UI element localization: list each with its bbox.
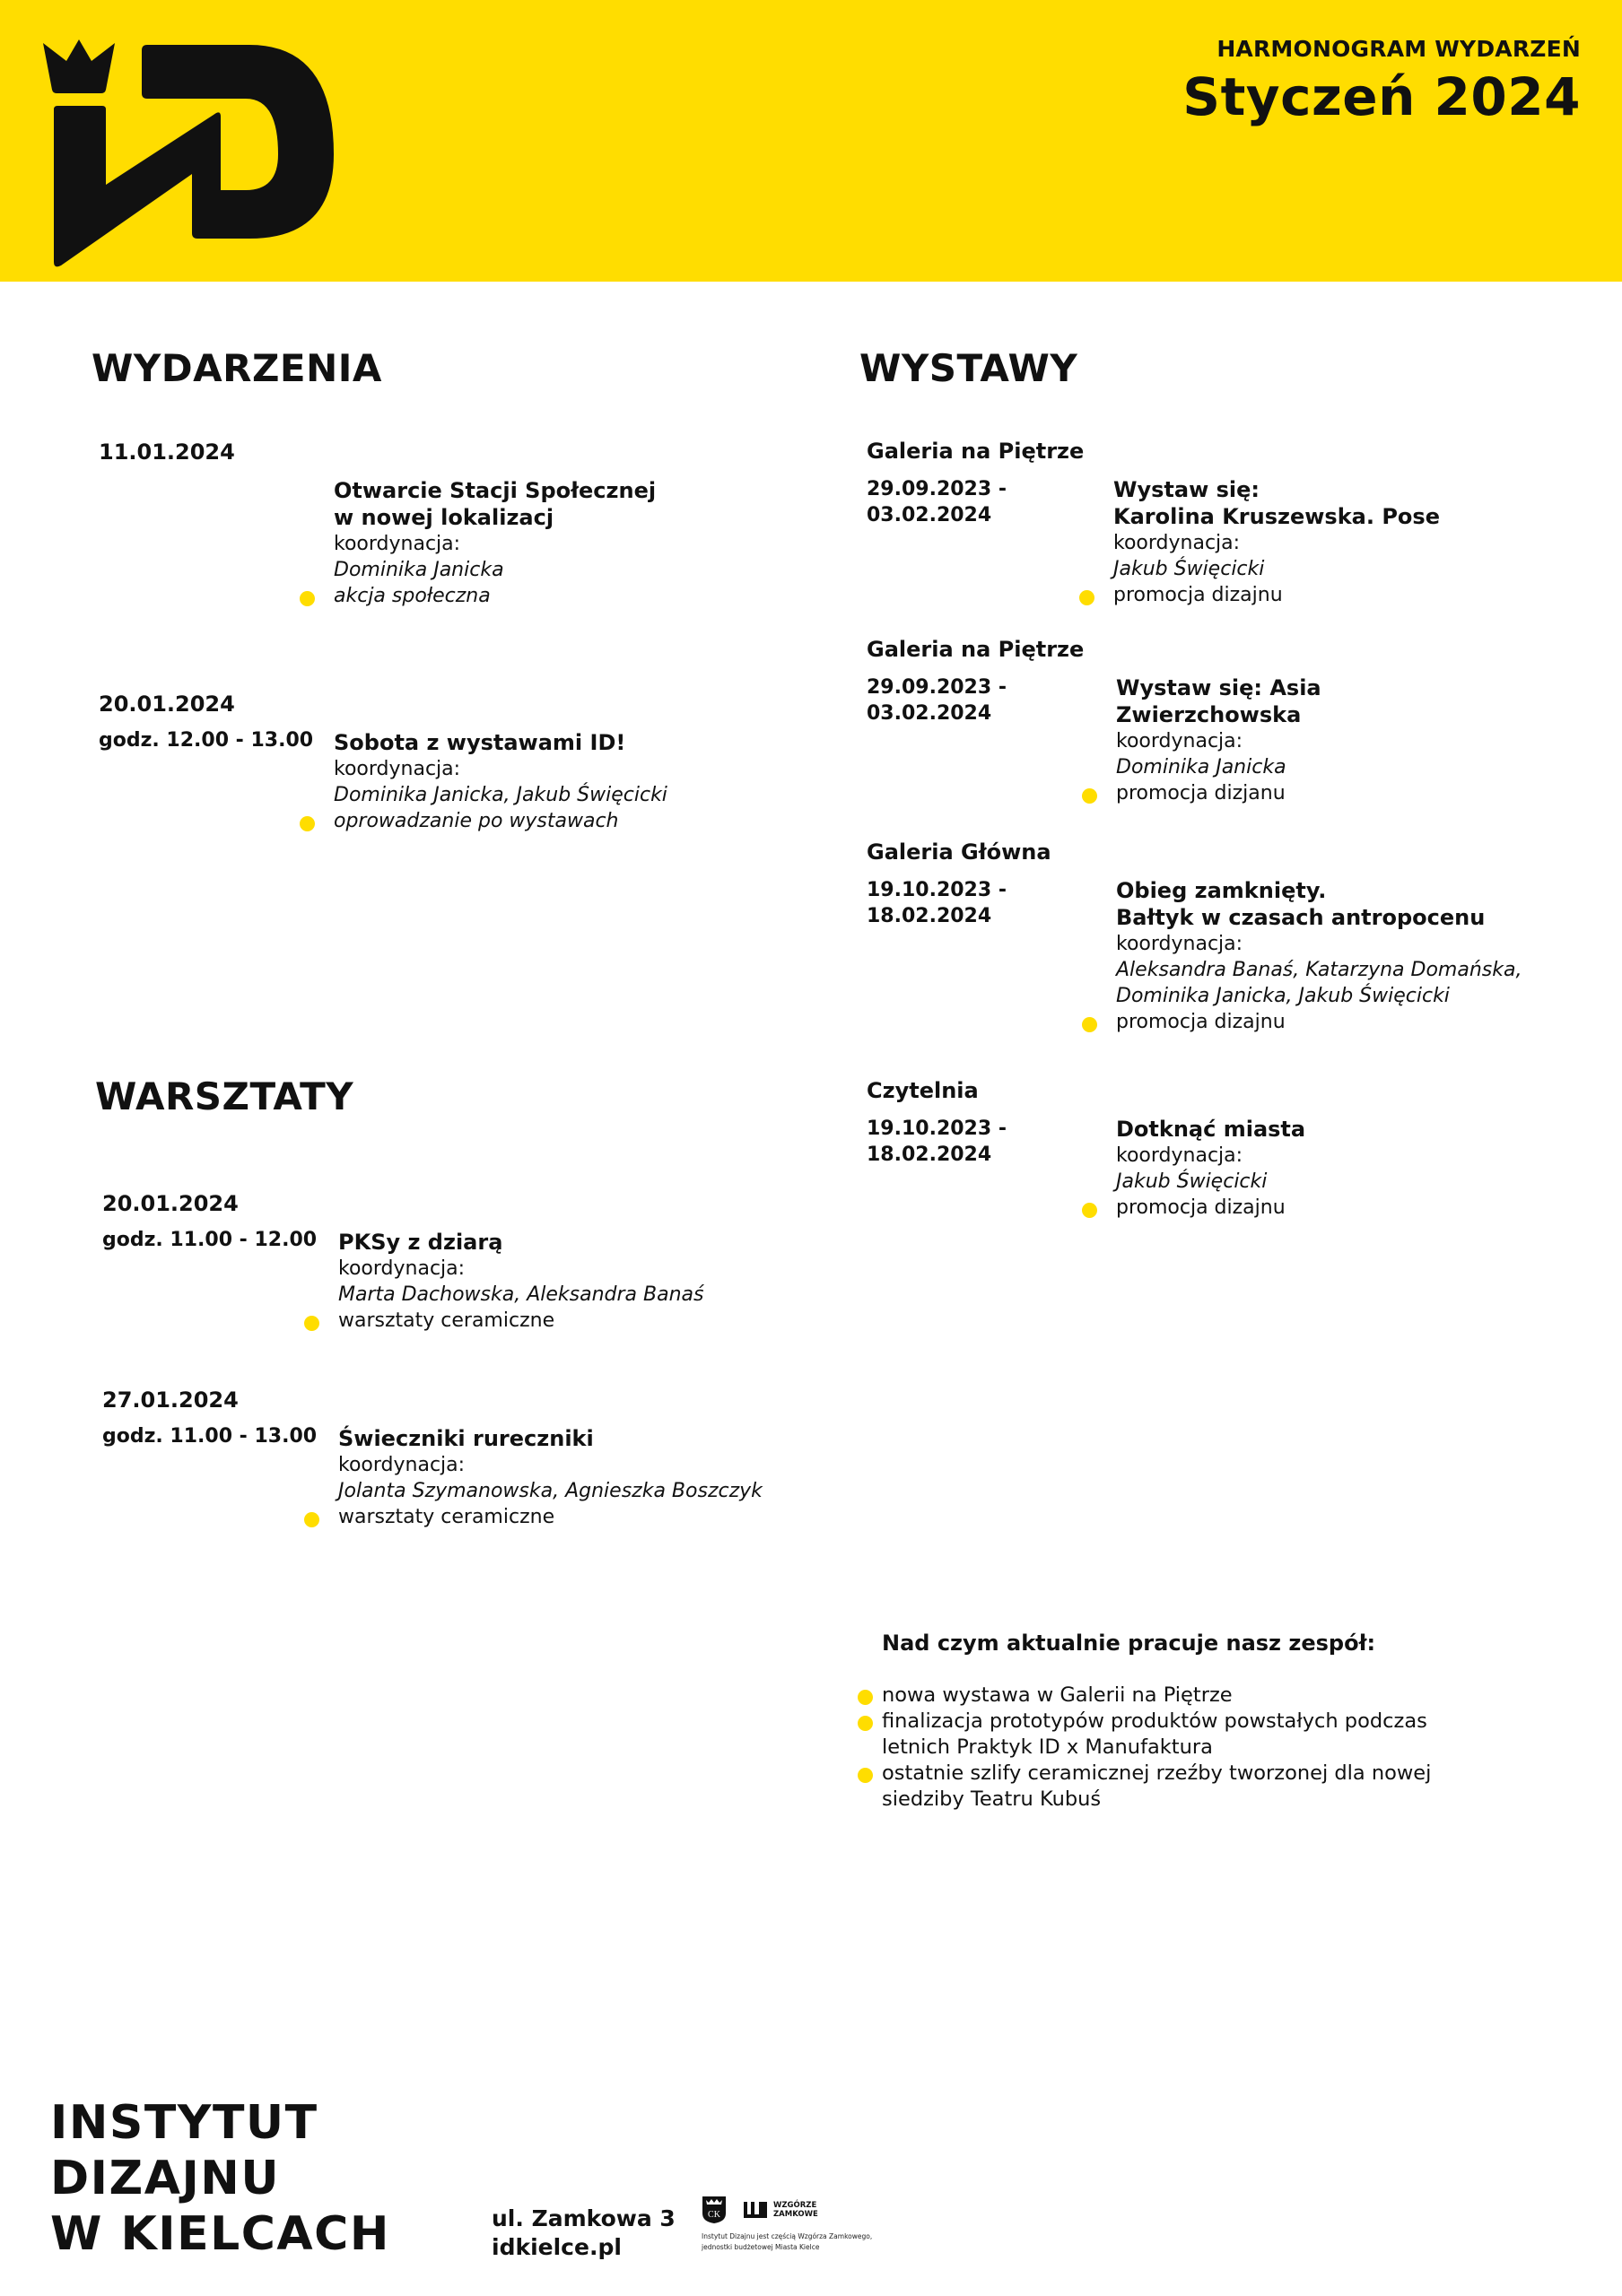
header-title: Styczeń 2024 bbox=[1182, 66, 1581, 127]
yellow-dot-icon bbox=[1082, 1017, 1097, 1032]
wzgorze-zamkowe-logo-icon bbox=[743, 2201, 768, 2219]
exhibition-category: promocja dizajnu bbox=[1116, 1195, 1305, 1221]
exhibition-dates: 29.09.2023 - 03.02.2024 bbox=[867, 676, 1007, 725]
coordination-label: koordynacja: bbox=[1116, 1144, 1243, 1167]
institute-name: INSTYTUT DIZAJNU W KIELCACH bbox=[50, 2096, 390, 2261]
exhibition-entry bbox=[1116, 674, 1321, 806]
exhibition-venue: Galeria Główna bbox=[867, 839, 1051, 865]
yellow-dot-icon bbox=[300, 816, 315, 831]
coordinators: Dominika Janicka bbox=[1116, 756, 1286, 778]
header-kicker: HARMONOGRAM WYDARZEŃ bbox=[1216, 36, 1581, 62]
exhibition-title: Dotknąć miasta bbox=[1116, 1117, 1306, 1142]
event-category: akcja społeczna bbox=[334, 583, 656, 609]
fine-print: Instytut Dizajnu jest częścią Wzgórza Zamkowego, jednostki budżetowej Miasta Kielce bbox=[702, 2232, 873, 2251]
yellow-dot-icon bbox=[1082, 1203, 1097, 1218]
event-entry bbox=[334, 477, 656, 609]
coordinators: Marta Dachowska, Aleksandra Banaś bbox=[338, 1283, 704, 1306]
yellow-dot-icon bbox=[858, 1768, 873, 1783]
coordinators: Dominika Janicka bbox=[334, 559, 504, 581]
team-work-list bbox=[882, 1683, 1431, 1813]
workshop-title: Świeczniki rureczniki bbox=[338, 1426, 594, 1451]
partner-logos bbox=[702, 2196, 917, 2253]
coordination-label: koordynacja: bbox=[1116, 933, 1243, 955]
exhibition-category: promocja dizajnu bbox=[1113, 582, 1440, 608]
exhibition-title: Wystaw się: Asia Zwierzchowska bbox=[1116, 675, 1321, 727]
svg-text:CK: CK bbox=[708, 2210, 720, 2220]
event-time: godz. 12.00 - 13.00 bbox=[99, 729, 314, 752]
exhibition-title: Obieg zamknięty. Bałtyk w czasach antropocenu bbox=[1116, 878, 1486, 930]
workshop-title: PKSy z dziarą bbox=[338, 1230, 503, 1255]
coordinators: Jolanta Szymanowska, Agnieszka Boszczyk bbox=[338, 1480, 763, 1502]
event-title: Otwarcie Stacji Społecznej w nowej lokalizacj bbox=[334, 478, 657, 530]
list-item: finalizacja prototypów produktów powstałych podczas letnich Praktyk ID x Manufaktura bbox=[882, 1709, 1431, 1761]
workshop-date: 20.01.2024 bbox=[102, 1191, 239, 1216]
coordinators: Jakub Święcicki bbox=[1116, 1170, 1268, 1193]
workshop-category: warsztaty ceramiczne bbox=[338, 1504, 763, 1530]
exhibition-venue: Galeria na Piętrze bbox=[867, 637, 1085, 662]
exhibition-category: promocja dizajnu bbox=[1116, 1009, 1522, 1035]
id-logo-icon bbox=[43, 39, 334, 269]
section-title-wydarzenia: WYDARZENIA bbox=[92, 346, 382, 390]
wzgorze-zamkowe-label: WZGÓRZE ZAMKOWE bbox=[773, 2201, 818, 2219]
website-link[interactable]: idkielce.pl bbox=[492, 2234, 622, 2260]
workshop-date: 27.01.2024 bbox=[102, 1387, 239, 1413]
yellow-dot-icon bbox=[1082, 788, 1097, 804]
workshop-category: warsztaty ceramiczne bbox=[338, 1308, 703, 1334]
yellow-dot-icon bbox=[858, 1716, 873, 1731]
team-work-title: Nad czym aktualnie pracuje nasz zespół: bbox=[882, 1631, 1376, 1656]
footer-contact bbox=[492, 2205, 676, 2262]
event-category: oprowadzanie po wystawach bbox=[334, 808, 667, 834]
coordination-label: koordynacja: bbox=[334, 533, 461, 555]
workshop-entry bbox=[338, 1229, 703, 1334]
list-item: ostatnie szlify ceramicznej rzeźby tworzonej dla nowej siedziby Teatru Kubuś bbox=[882, 1761, 1431, 1813]
coordination-label: koordynacja: bbox=[338, 1257, 466, 1280]
list-item: nowa wystawa w Galerii na Piętrze bbox=[882, 1683, 1431, 1709]
coordinators: Jakub Święcicki bbox=[1113, 558, 1265, 580]
coordination-label: koordynacja: bbox=[1116, 730, 1243, 752]
event-date: 11.01.2024 bbox=[99, 439, 235, 465]
event-date: 20.01.2024 bbox=[99, 691, 235, 717]
section-title-warsztaty: WARSZTATY bbox=[95, 1074, 354, 1118]
yellow-dot-icon bbox=[1079, 590, 1094, 605]
coordination-label: koordynacja: bbox=[1113, 532, 1241, 554]
coordination-label: koordynacja: bbox=[338, 1454, 466, 1476]
workshop-time: godz. 11.00 - 13.00 bbox=[102, 1425, 318, 1448]
coordinators: Dominika Janicka, Jakub Święcicki bbox=[334, 784, 667, 806]
coordination-label: koordynacja: bbox=[334, 758, 461, 780]
event-title: Sobota z wystawami ID! bbox=[334, 730, 626, 755]
workshop-time: godz. 11.00 - 12.00 bbox=[102, 1229, 318, 1251]
kielce-crest-icon bbox=[702, 2196, 727, 2224]
address: ul. Zamkowa 3 bbox=[492, 2205, 676, 2231]
yellow-dot-icon bbox=[304, 1512, 319, 1527]
exhibition-dates: 29.09.2023 - 03.02.2024 bbox=[867, 478, 1007, 526]
event-entry bbox=[334, 729, 667, 834]
exhibition-category: promocja dizjanu bbox=[1116, 780, 1321, 806]
section-title-wystawy: WYSTAWY bbox=[859, 346, 1078, 390]
exhibition-entry bbox=[1113, 476, 1440, 608]
yellow-dot-icon bbox=[304, 1316, 319, 1331]
exhibition-dates: 19.10.2023 - 18.02.2024 bbox=[867, 1118, 1007, 1166]
exhibition-title: Wystaw się: Karolina Kruszewska. Pose bbox=[1113, 477, 1440, 529]
yellow-dot-icon bbox=[858, 1690, 873, 1705]
workshop-entry bbox=[338, 1425, 763, 1530]
coordinators: Aleksandra Banaś, Katarzyna Domańska, Dominika Janicka, Jakub Święcicki bbox=[1116, 959, 1522, 1007]
exhibition-dates: 19.10.2023 - 18.02.2024 bbox=[867, 879, 1007, 927]
yellow-dot-icon bbox=[300, 591, 315, 606]
exhibition-entry bbox=[1116, 877, 1522, 1035]
exhibition-entry bbox=[1116, 1116, 1305, 1221]
exhibition-venue: Czytelnia bbox=[867, 1078, 979, 1103]
exhibition-venue: Galeria na Piętrze bbox=[867, 439, 1085, 464]
header-banner bbox=[0, 0, 1622, 282]
